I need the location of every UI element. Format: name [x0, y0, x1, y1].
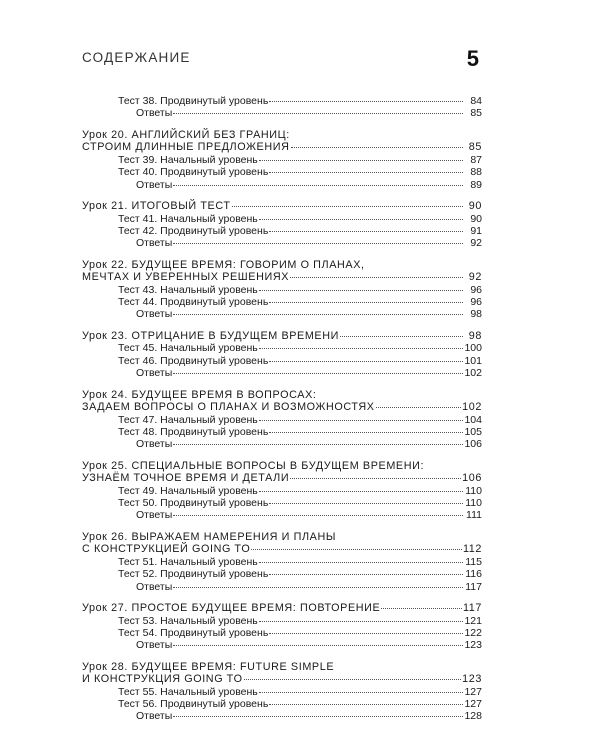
running-title: СОДЕРЖАНИЕ [82, 50, 191, 65]
toc-test-entry[interactable]: Тест 46. Продвинутый уровень 101 [118, 354, 482, 367]
dot-leader [259, 160, 463, 161]
toc-test-entry[interactable]: Тест 55. Начальный уровень 127 [118, 685, 482, 698]
dot-leader [340, 336, 463, 337]
toc-answers-entry[interactable]: Ответы 117 [136, 580, 482, 593]
dot-leader [173, 645, 463, 646]
dot-leader [269, 231, 463, 232]
dot-leader [259, 621, 463, 622]
section-gap [82, 380, 482, 389]
toc-answers-entry[interactable]: Ответы 89 [136, 178, 482, 191]
dot-leader [259, 491, 463, 492]
dot-leader [269, 432, 463, 433]
toc-test-entry[interactable]: Тест 43. Начальный уровень 96 [118, 283, 482, 296]
dot-leader [173, 314, 463, 315]
dot-leader [244, 679, 462, 680]
section-gap [82, 321, 482, 330]
toc-answers-entry[interactable]: Ответы 98 [136, 308, 482, 321]
toc-test-entry[interactable]: Тест 44. Продвинутый уровень 96 [118, 296, 482, 309]
dot-leader [269, 172, 463, 173]
toc-lesson-title-cont[interactable]: ЗАДАЕМ ВОПРОСЫ О ПЛАНАХ И ВОЗМОЖНОСТЯХ 102 [82, 401, 482, 414]
dot-leader [269, 361, 463, 362]
dot-leader [173, 515, 463, 516]
toc-lesson-title[interactable]: Урок 22. БУДУЩЕЕ ВРЕМЯ: ГОВОРИМ О ПЛАНАХ, [82, 258, 365, 271]
dot-leader [269, 101, 463, 102]
section-gap [82, 593, 482, 602]
dot-leader [269, 633, 463, 634]
toc-lesson-title-cont[interactable]: И КОНСТРУКЦИЯ GOING TO 123 [82, 673, 482, 686]
toc-test-entry[interactable]: Тест 48. Продвинутый уровень 105 [118, 425, 482, 438]
toc-test-entry[interactable]: Тест 40. Продвинутый уровень 88 [118, 166, 482, 179]
dot-leader [291, 147, 463, 148]
toc-lesson-title-cont[interactable]: МЕЧТАХ И УВЕРЕННЫХ РЕШЕНИЯХ 92 [82, 271, 482, 284]
dot-leader [259, 562, 463, 563]
dot-leader [269, 503, 463, 504]
dot-leader [376, 407, 462, 408]
toc-lesson-title[interactable]: Урок 25. СПЕЦИАЛЬНЫЕ ВОПРОСЫ В БУДУЩЕМ ВРЕМЕНИ: [82, 459, 425, 472]
page-number: 5 [466, 46, 479, 71]
dot-leader [173, 444, 463, 445]
toc-test-entry[interactable]: Тест 54. Продвинутый уровень 122 [118, 626, 482, 639]
toc-test-entry[interactable]: Тест 41. Начальный уровень 90 [118, 212, 482, 225]
section-gap [82, 120, 482, 129]
section-gap [82, 652, 482, 661]
dot-leader [259, 290, 463, 291]
toc-answers-entry[interactable]: Ответы 92 [136, 237, 482, 250]
dot-leader [290, 478, 461, 479]
toc-lesson-title[interactable]: Урок 24. БУДУЩЕЕ ВРЕМЯ В ВОПРОСАХ: [82, 388, 317, 401]
section-gap [82, 250, 482, 259]
dot-leader [173, 716, 463, 717]
toc-answers-entry[interactable]: Ответы 123 [136, 639, 482, 652]
toc-lesson-title[interactable]: Урок 27. ПРОСТОЕ БУДУЩЕЕ ВРЕМЯ: ПОВТОРЕНИЕ 117 [82, 602, 482, 615]
dot-leader [173, 185, 463, 186]
dot-leader [251, 549, 462, 550]
toc-answers-entry[interactable]: Ответы 111 [136, 509, 482, 522]
toc-test-entry[interactable]: Тест 45. Начальный уровень 100 [118, 342, 482, 355]
toc-lesson-title[interactable]: Урок 21. ИТОГОВЫЙ ТЕСТ 90 [82, 200, 482, 213]
section-gap [82, 191, 482, 200]
dot-leader [269, 704, 463, 705]
table-of-contents [82, 95, 482, 723]
toc-answers-entry[interactable]: Ответы 102 [136, 367, 482, 380]
toc-test-entry[interactable]: Тест 47. Начальный уровень 104 [118, 413, 482, 426]
toc-test-entry[interactable]: Тест 53. Начальный уровень 121 [118, 614, 482, 627]
dot-leader [259, 219, 463, 220]
toc-test-entry[interactable]: Тест 49. Начальный уровень 110 [118, 484, 482, 497]
toc-test-entry[interactable]: Тест 38. Продвинутый уровень 84 [118, 95, 482, 107]
toc-test-entry[interactable]: Тест 50. Продвинутый уровень 110 [118, 497, 482, 510]
toc-test-entry[interactable]: Тест 51. Начальный уровень 115 [118, 555, 482, 568]
dot-leader [259, 348, 463, 349]
toc-lesson-title[interactable]: Урок 26. ВЫРАЖАЕМ НАМЕРЕНИЯ И ПЛАНЫ [82, 531, 337, 544]
dot-leader [173, 373, 463, 374]
toc-answers-entry[interactable]: Ответы 128 [136, 710, 482, 723]
toc-lesson-title-cont[interactable]: УЗНАЁМ ТОЧНОЕ ВРЕМЯ И ДЕТАЛИ 106 [82, 472, 482, 485]
toc-test-entry[interactable]: Тест 52. Продвинутый уровень 116 [118, 568, 482, 581]
toc-lesson-title[interactable]: Урок 28. БУДУЩЕЕ ВРЕМЯ: FUTURE SIMPLE [82, 660, 335, 673]
dot-leader [173, 113, 463, 114]
toc-answers-entry[interactable]: Ответы 106 [136, 438, 482, 451]
dot-leader [232, 206, 463, 207]
toc-test-entry[interactable]: Тест 42. Продвинутый уровень 91 [118, 224, 482, 237]
toc-lessons [82, 120, 482, 723]
dot-leader [173, 243, 463, 244]
section-gap [82, 451, 482, 460]
dot-leader [290, 277, 463, 278]
toc-answers-entry[interactable]: Ответы 85 [136, 107, 482, 120]
dot-leader [269, 302, 463, 303]
dot-leader [259, 692, 463, 693]
dot-leader [381, 608, 462, 609]
toc-lesson-title-cont[interactable]: С КОНСТРУКЦИЕЙ GOING TO 112 [82, 543, 482, 556]
dot-leader [259, 420, 463, 421]
toc-lesson-title[interactable]: Урок 20. АНГЛИЙСКИЙ БЕЗ ГРАНИЦ: [82, 128, 290, 141]
toc-test-entry[interactable]: Тест 56. Продвинутый уровень 127 [118, 698, 482, 711]
section-gap [82, 522, 482, 531]
dot-leader [269, 574, 463, 575]
toc-lesson-title[interactable]: Урок 23. ОТРИЦАНИЕ В БУДУЩЕМ ВРЕМЕНИ 98 [82, 330, 482, 342]
toc-lesson-title-cont[interactable]: СТРОИМ ДЛИННЫЕ ПРЕДЛОЖЕНИЯ 85 [82, 141, 482, 154]
toc-test-entry[interactable]: Тест 39. Начальный уровень 87 [118, 153, 482, 166]
dot-leader [173, 587, 463, 588]
